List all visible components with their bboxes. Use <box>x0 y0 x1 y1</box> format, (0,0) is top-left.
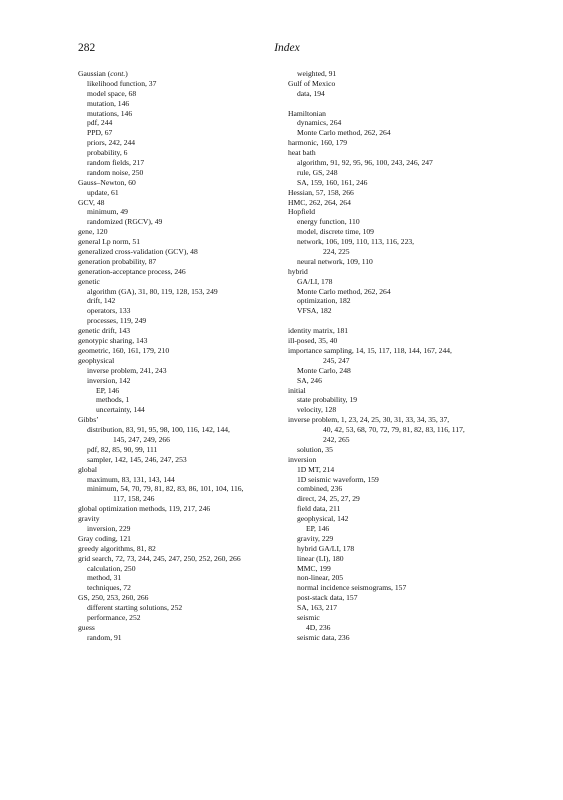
index-subentry: seismic <box>297 612 320 622</box>
index-subentry: velocity, 128 <box>297 405 337 415</box>
index-subentry: distribution, 83, 91, 95, 98, 100, 116, 142, 144, <box>87 425 230 435</box>
index-entry: inverse problem, 1, 23, 24, 25, 30, 31, 33, 34, 35, 37, <box>288 415 450 425</box>
index-entry: generation-acceptance process, 246 <box>78 266 186 276</box>
index-entry: grid search, 72, 73, 244, 245, 247, 250, 252, 260, 266 <box>78 553 241 563</box>
index-entry: HMC, 262, 264, 264 <box>288 197 351 207</box>
index-subentry: weighted, 91 <box>297 69 337 78</box>
index-subentry: drift, 142 <box>87 296 116 306</box>
index-column-left <box>78 69 288 643</box>
index-subentry: GA/LI, 178 <box>297 276 333 286</box>
index-entry: gene, 120 <box>78 227 108 237</box>
index-entry: heat bath <box>288 148 316 158</box>
index-subentry: algorithm (GA), 31, 80, 119, 128, 153, 249 <box>87 286 218 296</box>
index-entry: ill-posed, 35, 40 <box>288 336 338 346</box>
index-subentry: Monte Carlo, 248 <box>297 365 351 375</box>
index-subentry: priors, 242, 244 <box>87 138 136 148</box>
index-subentry: inverse problem, 241, 243 <box>87 365 167 375</box>
index-subentry: rule, GS, 248 <box>297 167 338 177</box>
index-subentry: 1D seismic waveform, 159 <box>297 474 379 484</box>
index-subentry: non-linear, 205 <box>297 573 344 583</box>
index-subentry: Monte Carlo method, 262, 264 <box>297 286 391 296</box>
index-subentry: data, 194 <box>297 88 325 98</box>
index-entry: Hopfield <box>288 207 315 217</box>
index-entry: hybrid <box>288 266 308 276</box>
index-subentry: MMC, 199 <box>297 563 331 573</box>
index-subentry: 117, 158, 246 <box>113 494 155 504</box>
index-subentry: random fields, 217 <box>87 158 145 168</box>
index-subentry: field data, 211 <box>297 504 341 514</box>
index-subentry: VFSA, 182 <box>297 306 332 316</box>
index-subentry: update, 61 <box>87 187 119 197</box>
index-entry: generalized cross-validation (GCV), 48 <box>78 247 198 257</box>
index-entry: guess <box>78 622 95 632</box>
index-subentry: post-stack data, 157 <box>297 593 358 603</box>
index-spacer <box>288 316 498 326</box>
index-subentry: neural network, 109, 110 <box>297 256 373 266</box>
index-subentry: processes, 119, 249 <box>87 316 147 326</box>
index-subentry: SA, 163, 217 <box>297 603 338 613</box>
index-subentry: mutations, 146 <box>87 108 133 118</box>
index-subentry: 4D, 236 <box>306 622 331 632</box>
index-subentry: randomized (RGCV), 49 <box>87 217 163 227</box>
index-subentry: minimum, 49 <box>87 207 128 217</box>
index-subentry: SA, 159, 160, 161, 246 <box>297 177 368 187</box>
index-subentry: normal incidence seismograms, 157 <box>297 583 407 593</box>
index-subentry: uncertainty, 144 <box>96 405 145 415</box>
index-subentry: algorithm, 91, 92, 95, 96, 100, 243, 246, 247 <box>297 158 433 168</box>
index-entry: global <box>78 464 97 474</box>
index-entry: importance sampling, 14, 15, 117, 118, 144, 167, 244, <box>288 345 452 355</box>
index-entry: initial <box>288 385 306 395</box>
index-subentry: PPD, 67 <box>87 128 113 138</box>
index-subentry: network, 106, 109, 110, 113, 116, 223, <box>297 237 415 247</box>
index-subentry: likelihood function, 37 <box>87 78 157 88</box>
index-subentry: EP, 146 <box>96 385 120 395</box>
index-entry: general Lp norm, 51 <box>78 237 140 247</box>
index-subentry: inversion, 229 <box>87 523 131 533</box>
index-entry: genotypic sharing, 143 <box>78 336 148 346</box>
index-subentry: 245, 247 <box>323 355 350 365</box>
index-entry: identity matrix, 181 <box>288 326 349 336</box>
index-subentry: dynamics, 264 <box>297 118 342 128</box>
page-header <box>78 42 496 58</box>
index-entry: Gulf of Mexico <box>288 78 336 88</box>
running-title: Index <box>274 42 300 54</box>
index-subentry: solution, 35 <box>297 444 333 454</box>
index-subentry: minimum, 54, 70, 79, 81, 82, 83, 86, 101, 104, 116, <box>87 484 244 494</box>
index-subentry: linear (LI), 180 <box>297 553 344 563</box>
index-entry: GS, 250, 253, 260, 266 <box>78 593 149 603</box>
index-subentry: pdf, 82, 85, 90, 99, 111 <box>87 444 158 454</box>
index-subentry: energy function, 110 <box>297 217 360 227</box>
index-entry: greedy algorithms, 81, 82 <box>78 543 156 553</box>
index-entry: Gaussian (cont.) <box>78 69 128 78</box>
index-subentry: 1D MT, 214 <box>297 464 335 474</box>
index-subentry: techniques, 72 <box>87 583 131 593</box>
index-subentry: random, 91 <box>87 632 122 642</box>
index-subentry: mutation, 146 <box>87 98 130 108</box>
index-subentry: model, discrete time, 109 <box>297 227 374 237</box>
index-entry: geometric, 160, 161, 179, 210 <box>78 345 170 355</box>
index-subentry: operators, 133 <box>87 306 131 316</box>
index-subentry: method, 31 <box>87 573 122 583</box>
index-subentry: Monte Carlo method, 262, 264 <box>297 128 391 138</box>
index-subentry: inversion, 142 <box>87 375 131 385</box>
index-subentry: model space, 68 <box>87 88 137 98</box>
index-subentry: SA, 246 <box>297 375 322 385</box>
index-entry: gravity <box>78 514 100 524</box>
index-subentry: 242, 265 <box>323 434 350 444</box>
index-entry: genetic drift, 143 <box>78 326 131 336</box>
index-subentry: calculation, 250 <box>87 563 136 573</box>
index-subentry: gravity, 229 <box>297 533 334 543</box>
index-entry: global optimization methods, 119, 217, 246 <box>78 504 211 514</box>
index-entry: GCV, 48 <box>78 197 105 207</box>
page-number: 282 <box>78 42 96 54</box>
index-subentry: seismic data, 236 <box>297 632 350 642</box>
index-subentry: state probability, 19 <box>297 395 358 405</box>
index-entry: inversion <box>288 454 317 464</box>
index-subentry: performance, 252 <box>87 612 141 622</box>
index-column-right <box>288 69 498 643</box>
index-entry: geophysical <box>78 355 115 365</box>
index-entry: Hessian, 57, 158, 266 <box>288 187 354 197</box>
index-entry: Gray coding, 121 <box>78 533 131 543</box>
index-entry: Gibbs’ <box>78 415 99 425</box>
index-subentry: optimization, 182 <box>297 296 351 306</box>
index-subentry: pdf, 244 <box>87 118 113 128</box>
index-entry: generation probability, 87 <box>78 256 157 266</box>
index-entry: genetic <box>78 276 100 286</box>
index-subentry: combined, 236 <box>297 484 343 494</box>
index-spacer <box>288 99 498 109</box>
index-entry: Gauss–Newton, 60 <box>78 177 136 187</box>
index-subentry: 40, 42, 53, 68, 70, 72, 79, 81, 82, 83, 116, 117, <box>323 425 465 435</box>
index-subentry: maximum, 83, 131, 143, 144 <box>87 474 175 484</box>
index-subentry: hybrid GA/LI, 178 <box>297 543 355 553</box>
index-entry: Hamiltonian <box>288 108 326 118</box>
index-subentry: direct, 24, 25, 27, 29 <box>297 494 360 504</box>
index-subentry: sampler, 142, 145, 246, 247, 253 <box>87 454 187 464</box>
index-subentry: methods, 1 <box>96 395 130 405</box>
index-subentry: geophysical, 142 <box>297 514 349 524</box>
index-subentry: random noise, 250 <box>87 167 144 177</box>
index-subentry: 145, 247, 249, 266 <box>113 434 170 444</box>
index-entry: harmonic, 160, 179 <box>288 138 348 148</box>
index-subentry: probability, 6 <box>87 148 128 158</box>
index-subentry: 224, 225 <box>323 247 350 257</box>
index-subentry: EP, 146 <box>306 523 330 533</box>
index-subentry: different starting solutions, 252 <box>87 603 183 613</box>
